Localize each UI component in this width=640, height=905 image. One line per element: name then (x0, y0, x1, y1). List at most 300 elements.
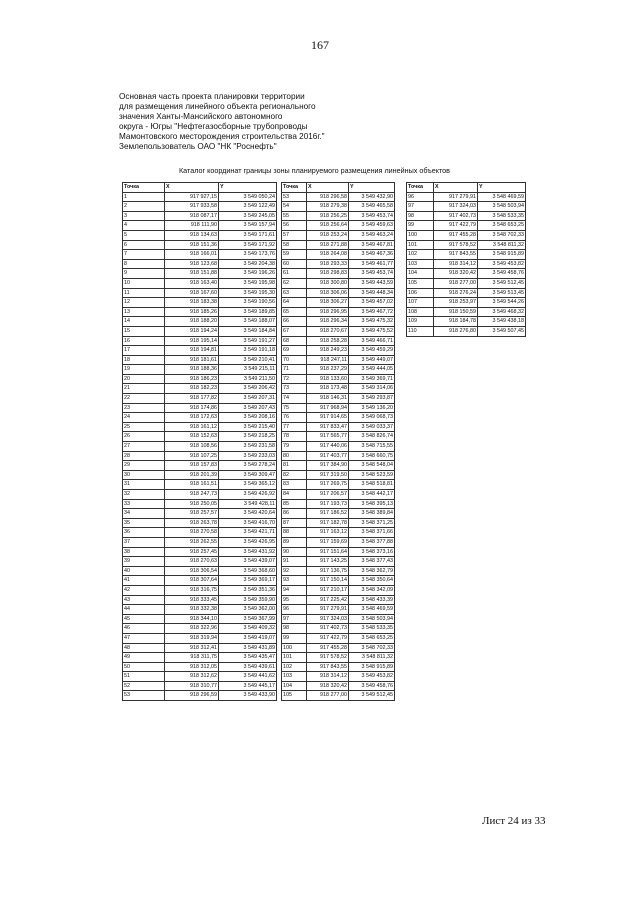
y-cell: 3 548 915,89 (478, 250, 526, 260)
point-cell: 5 (123, 230, 165, 240)
y-cell: 3 549 439,07 (219, 557, 277, 567)
point-cell: 3 (123, 211, 165, 221)
y-cell: 3 548 523,59 (349, 470, 395, 480)
table-row (407, 269, 526, 279)
point-cell: 60 (282, 259, 307, 269)
point-cell: 30 (123, 470, 165, 480)
point-cell: 31 (123, 480, 165, 490)
x-cell: 917 455,28 (434, 230, 478, 240)
table-row (282, 230, 395, 240)
header-point: Точка (123, 183, 165, 193)
table-row (123, 259, 277, 269)
table-row (282, 643, 395, 653)
table-row (123, 403, 277, 413)
table-row (407, 288, 526, 298)
table-row (407, 298, 526, 308)
y-cell: 3 549 459,29 (349, 346, 395, 356)
y-cell: 3 549 467,72 (349, 307, 395, 317)
y-cell: 3 549 211,50 (219, 374, 277, 384)
point-cell: 89 (282, 537, 307, 547)
point-cell: 101 (282, 653, 307, 663)
y-cell: 3 548 342,09 (349, 585, 395, 595)
x-cell: 918 322,96 (165, 624, 219, 634)
table-row (282, 576, 395, 586)
table-row (282, 432, 395, 442)
table-row (407, 211, 526, 221)
table-row (123, 643, 277, 653)
point-cell: 45 (123, 614, 165, 624)
x-cell: 917 269,75 (307, 480, 349, 490)
table-row (282, 317, 395, 327)
x-cell: 918 166,01 (165, 250, 219, 260)
table-row (282, 278, 395, 288)
point-cell: 80 (282, 451, 307, 461)
point-cell: 69 (282, 346, 307, 356)
x-cell: 917 968,94 (307, 403, 349, 413)
table-row (282, 633, 395, 643)
y-cell: 3 549 466,71 (349, 336, 395, 346)
point-cell: 8 (123, 259, 165, 269)
y-cell: 3 549 467,36 (349, 250, 395, 260)
table-row (123, 566, 277, 576)
point-cell: 102 (407, 250, 434, 260)
table-row (123, 605, 277, 615)
y-cell: 3 549 409,32 (219, 624, 277, 634)
table-row (123, 499, 277, 509)
point-cell: 44 (123, 605, 165, 615)
point-cell: 65 (282, 307, 307, 317)
x-cell: 917 422,79 (307, 633, 349, 643)
table-row (407, 307, 526, 317)
y-cell: 3 549 215,11 (219, 365, 277, 375)
point-cell: 26 (123, 432, 165, 442)
table-row (282, 413, 395, 423)
table-row (282, 211, 395, 221)
table-row (407, 240, 526, 250)
x-cell: 918 194,24 (165, 326, 219, 336)
y-cell: 3 549 208,16 (219, 413, 277, 423)
table-row (123, 528, 277, 538)
point-cell: 108 (407, 307, 434, 317)
table-row (407, 278, 526, 288)
x-cell: 917 914,65 (307, 413, 349, 423)
x-cell: 918 312,05 (165, 662, 219, 672)
point-cell: 78 (282, 432, 307, 442)
table-row (282, 326, 395, 336)
point-cell: 16 (123, 336, 165, 346)
table-row (123, 547, 277, 557)
point-cell: 53 (282, 192, 307, 202)
table-row (123, 672, 277, 682)
x-cell: 917 578,52 (307, 653, 349, 663)
table-row (282, 653, 395, 663)
table-row (282, 365, 395, 375)
point-cell: 92 (282, 566, 307, 576)
y-cell: 3 549 431,89 (219, 643, 277, 653)
y-cell: 3 549 453,82 (478, 259, 526, 269)
point-cell: 46 (123, 624, 165, 634)
y-cell: 3 549 184,84 (219, 326, 277, 336)
table-row (282, 537, 395, 547)
point-cell: 25 (123, 422, 165, 432)
table-row (407, 259, 526, 269)
x-cell: 918 123,68 (165, 259, 219, 269)
y-cell: 3 549 445,17 (219, 681, 277, 691)
point-cell: 63 (282, 288, 307, 298)
point-cell: 109 (407, 317, 434, 327)
table-row (123, 240, 277, 250)
point-cell: 41 (123, 576, 165, 586)
y-cell: 3 549 207,43 (219, 403, 277, 413)
x-cell: 917 143,25 (307, 557, 349, 567)
x-cell: 918 307,64 (165, 576, 219, 586)
y-cell: 3 549 467,81 (349, 240, 395, 250)
x-cell: 918 332,38 (165, 605, 219, 615)
x-cell: 917 279,91 (434, 192, 478, 202)
point-cell: 50 (123, 662, 165, 672)
table-row (282, 518, 395, 528)
x-cell: 917 324,03 (434, 202, 478, 212)
y-cell: 3 549 512,45 (478, 278, 526, 288)
point-cell: 23 (123, 403, 165, 413)
point-cell: 4 (123, 221, 165, 231)
table-row (123, 384, 277, 394)
table-row (123, 461, 277, 471)
x-cell: 918 157,83 (165, 461, 219, 471)
point-cell: 96 (282, 605, 307, 615)
y-cell: 3 548 826,74 (349, 432, 395, 442)
point-cell: 59 (282, 250, 307, 260)
table-row (123, 557, 277, 567)
header-x: X (434, 183, 478, 193)
y-cell: 3 549 448,34 (349, 288, 395, 298)
y-cell: 3 549 419,07 (219, 633, 277, 643)
table-row (282, 403, 395, 413)
point-cell: 105 (407, 278, 434, 288)
header-y: Y (478, 183, 526, 193)
y-cell: 3 549 173,76 (219, 250, 277, 260)
table-row (282, 662, 395, 672)
y-cell: 3 548 469,59 (349, 605, 395, 615)
point-cell: 79 (282, 442, 307, 452)
y-cell: 3 548 702,33 (478, 230, 526, 240)
table-row (123, 624, 277, 634)
point-cell: 28 (123, 451, 165, 461)
x-cell: 918 293,33 (307, 259, 349, 269)
table-row (407, 202, 526, 212)
point-cell: 72 (282, 374, 307, 384)
y-cell: 3 548 389,84 (349, 509, 395, 519)
y-cell: 3 549 122,49 (219, 202, 277, 212)
x-cell: 918 277,00 (307, 691, 349, 701)
y-cell: 3 549 426,92 (219, 490, 277, 500)
y-cell: 3 549 191,18 (219, 346, 277, 356)
x-cell: 918 161,12 (165, 422, 219, 432)
point-cell: 71 (282, 365, 307, 375)
y-cell: 3 549 453,74 (349, 269, 395, 279)
y-cell: 3 548 469,59 (478, 192, 526, 202)
heading-line: для размещения линейного объекта регионального (119, 101, 316, 111)
y-cell: 3 549 210,41 (219, 355, 277, 365)
table-row (123, 221, 277, 231)
point-cell: 103 (282, 672, 307, 682)
x-cell: 917 279,91 (307, 605, 349, 615)
x-cell: 918 298,83 (307, 269, 349, 279)
y-cell: 3 549 443,59 (349, 278, 395, 288)
point-cell: 91 (282, 557, 307, 567)
y-cell: 3 548 373,16 (349, 547, 395, 557)
x-cell: 918 270,58 (165, 528, 219, 538)
y-cell: 3 548 503,94 (478, 202, 526, 212)
table-row (282, 288, 395, 298)
x-cell: 918 319,94 (165, 633, 219, 643)
table-row (282, 346, 395, 356)
x-cell: 918 257,57 (165, 509, 219, 519)
y-cell: 3 549 457,02 (349, 298, 395, 308)
table-row (282, 394, 395, 404)
y-cell: 3 549 475,52 (349, 326, 395, 336)
y-cell: 3 548 377,88 (349, 537, 395, 547)
point-cell: 7 (123, 250, 165, 260)
point-cell: 106 (407, 288, 434, 298)
x-cell: 917 833,47 (307, 422, 349, 432)
point-cell: 68 (282, 336, 307, 346)
sheet-counter: Лист 24 из 33 (482, 815, 546, 827)
x-cell: 918 146,31 (307, 394, 349, 404)
point-cell: 53 (123, 691, 165, 701)
y-cell: 3 548 548,04 (349, 461, 395, 471)
table-row (282, 298, 395, 308)
table-row (123, 442, 277, 452)
y-cell: 3 549 136,20 (349, 403, 395, 413)
x-cell: 917 440,06 (307, 442, 349, 452)
table-row (282, 509, 395, 519)
table-row (123, 422, 277, 432)
y-cell: 3 549 233,03 (219, 451, 277, 461)
header-point: Точка (407, 183, 434, 193)
x-cell: 918 276,24 (434, 288, 478, 298)
table-row (282, 240, 395, 250)
point-cell: 100 (282, 643, 307, 653)
heading-line: Основная часть проекта планировки территории (119, 92, 305, 101)
document-heading (119, 92, 325, 151)
y-cell: 3 549 245,05 (219, 211, 277, 221)
point-cell: 85 (282, 499, 307, 509)
y-cell: 3 549 432,90 (349, 192, 395, 202)
point-cell: 64 (282, 298, 307, 308)
y-cell: 3 549 157,94 (219, 221, 277, 231)
table-row (123, 509, 277, 519)
table-row (123, 346, 277, 356)
x-cell: 918 167,60 (165, 288, 219, 298)
y-cell: 3 549 369,71 (349, 374, 395, 384)
point-cell: 32 (123, 490, 165, 500)
table-row (123, 374, 277, 384)
x-cell: 918 161,51 (165, 480, 219, 490)
table-row (123, 317, 277, 327)
y-cell: 3 548 442,17 (349, 490, 395, 500)
table-row (123, 681, 277, 691)
table-row (123, 278, 277, 288)
table-row (282, 422, 395, 432)
table-row (123, 298, 277, 308)
y-cell: 3 549 278,24 (219, 461, 277, 471)
y-cell: 3 549 365,12 (219, 480, 277, 490)
table-row (282, 470, 395, 480)
point-cell: 42 (123, 585, 165, 595)
point-cell: 86 (282, 509, 307, 519)
y-cell: 3 549 465,58 (349, 202, 395, 212)
point-cell: 105 (282, 691, 307, 701)
x-cell: 917 225,42 (307, 595, 349, 605)
table-row (123, 633, 277, 643)
y-cell: 3 549 191,27 (219, 336, 277, 346)
y-cell: 3 549 171,92 (219, 240, 277, 250)
x-cell: 918 258,28 (307, 336, 349, 346)
y-cell: 3 549 438,18 (478, 317, 526, 327)
x-cell: 918 172,63 (165, 413, 219, 423)
y-cell: 3 549 513,45 (478, 288, 526, 298)
table-row (282, 585, 395, 595)
table-row (123, 451, 277, 461)
y-cell: 3 549 189,85 (219, 307, 277, 317)
point-cell: 19 (123, 365, 165, 375)
x-cell: 917 163,12 (307, 528, 349, 538)
point-cell: 22 (123, 394, 165, 404)
x-cell: 918 263,78 (165, 518, 219, 528)
table-row (123, 211, 277, 221)
y-cell: 3 548 915,89 (349, 662, 395, 672)
point-cell: 10 (123, 278, 165, 288)
point-cell: 107 (407, 298, 434, 308)
x-cell: 918 296,59 (165, 691, 219, 701)
x-cell: 917 151,64 (307, 547, 349, 557)
table-row (282, 374, 395, 384)
point-cell: 48 (123, 643, 165, 653)
y-cell: 3 549 453,74 (349, 211, 395, 221)
header-x: X (165, 183, 219, 193)
point-cell: 9 (123, 269, 165, 279)
y-cell: 3 549 362,00 (219, 605, 277, 615)
point-cell: 55 (282, 211, 307, 221)
table-row (282, 221, 395, 231)
table-row (407, 221, 526, 231)
point-cell: 100 (407, 230, 434, 240)
table-row (123, 307, 277, 317)
x-cell: 918 111,90 (165, 221, 219, 231)
y-cell: 3 549 293,87 (349, 394, 395, 404)
point-cell: 18 (123, 355, 165, 365)
heading-line: Землепользователь ОАО "НК "Роснефть" (119, 141, 277, 151)
x-cell: 918 300,80 (307, 278, 349, 288)
point-cell: 87 (282, 518, 307, 528)
y-cell: 3 549 435,47 (219, 653, 277, 663)
point-cell: 74 (282, 394, 307, 404)
x-cell: 917 843,55 (434, 250, 478, 260)
point-cell: 38 (123, 547, 165, 557)
table-row (282, 557, 395, 567)
table-row (123, 576, 277, 586)
y-cell: 3 549 367,99 (219, 614, 277, 624)
y-cell: 3 548 350,64 (349, 576, 395, 586)
point-cell: 1 (123, 192, 165, 202)
x-cell: 917 193,73 (307, 499, 349, 509)
y-cell: 3 548 702,33 (349, 643, 395, 653)
x-cell: 917 402,73 (307, 624, 349, 634)
x-cell: 918 177,82 (165, 394, 219, 404)
heading-line: округа - Югры "Нефтегазосборные трубопроводы (119, 121, 308, 131)
x-cell: 918 314,12 (434, 259, 478, 269)
point-cell: 11 (123, 288, 165, 298)
y-cell: 3 548 533,35 (349, 624, 395, 634)
point-cell: 84 (282, 490, 307, 500)
point-cell: 54 (282, 202, 307, 212)
point-cell: 76 (282, 413, 307, 423)
x-cell: 918 201,39 (165, 470, 219, 480)
x-cell: 918 333,45 (165, 595, 219, 605)
x-cell: 917 182,78 (307, 518, 349, 528)
table-row (282, 192, 395, 202)
point-cell: 37 (123, 537, 165, 547)
x-cell: 917 578,52 (434, 240, 478, 250)
point-cell: 95 (282, 595, 307, 605)
x-cell: 917 159,69 (307, 537, 349, 547)
x-cell: 918 247,11 (307, 355, 349, 365)
point-cell: 88 (282, 528, 307, 538)
x-cell: 918 270,67 (307, 326, 349, 336)
y-cell: 3 549 463,24 (349, 230, 395, 240)
point-cell: 73 (282, 384, 307, 394)
point-cell: 96 (407, 192, 434, 202)
y-cell: 3 549 459,63 (349, 221, 395, 231)
x-cell: 917 210,17 (307, 585, 349, 595)
x-cell: 917 455,28 (307, 643, 349, 653)
point-cell: 70 (282, 355, 307, 365)
x-cell: 918 264,08 (307, 250, 349, 260)
point-cell: 97 (282, 614, 307, 624)
x-cell: 918 183,38 (165, 298, 219, 308)
x-cell: 917 422,79 (434, 221, 478, 231)
table-row (123, 250, 277, 260)
y-cell: 3 549 068,73 (349, 413, 395, 423)
y-cell: 3 549 420,64 (219, 509, 277, 519)
point-cell: 52 (123, 681, 165, 691)
table-row (282, 336, 395, 346)
point-cell: 36 (123, 528, 165, 538)
page-number: 167 (311, 38, 329, 52)
x-cell: 918 316,75 (165, 585, 219, 595)
point-cell: 29 (123, 461, 165, 471)
x-cell: 918 133,60 (307, 374, 349, 384)
point-cell: 40 (123, 566, 165, 576)
point-cell: 90 (282, 547, 307, 557)
x-cell: 918 276,80 (434, 326, 478, 336)
x-cell: 918 320,42 (434, 269, 478, 279)
x-cell: 918 249,23 (307, 346, 349, 356)
point-cell: 49 (123, 653, 165, 663)
y-cell: 3 549 207,31 (219, 394, 277, 404)
x-cell: 918 279,38 (307, 202, 349, 212)
y-cell: 3 549 426,95 (219, 537, 277, 547)
x-cell: 918 188,36 (165, 365, 219, 375)
point-cell: 104 (282, 681, 307, 691)
x-cell: 918 247,73 (165, 490, 219, 500)
point-cell: 104 (407, 269, 434, 279)
x-cell: 918 173,48 (307, 384, 349, 394)
x-cell: 918 134,63 (165, 230, 219, 240)
table-row (407, 317, 526, 327)
y-cell: 3 548 811,32 (478, 240, 526, 250)
